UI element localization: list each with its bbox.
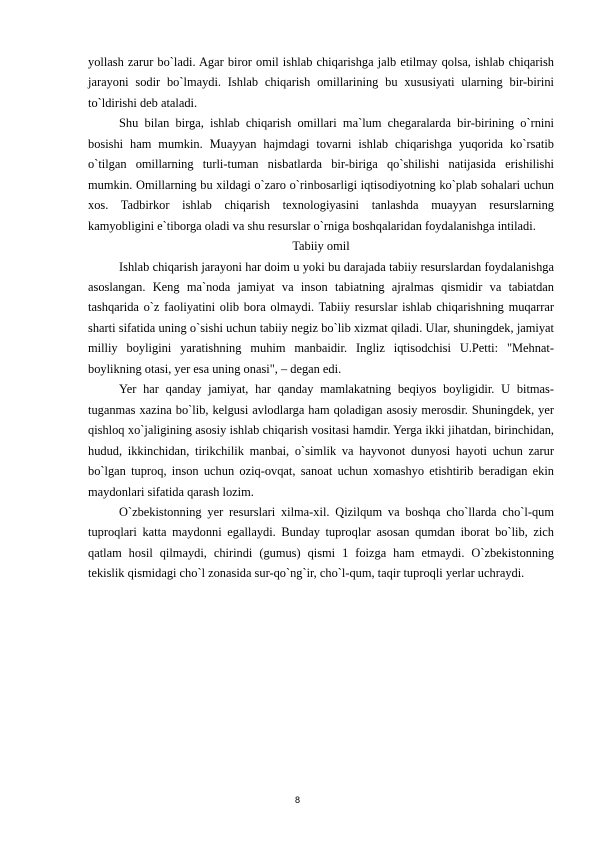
paragraph-continuation: yollash zarur bo`ladi. Agar biror omil ishlab chiqarishga jalb etilmay qolsa, ishlab chiqarish jarayoni sodir bo`lmaydi. Ishlab chiqarish omillarining bu xususiyati ularning bir-birini to`ldirishi deb ataladi. xyxy=(88,55,554,110)
paragraph-substitution: Shu bilan birga, ishlab chiqarish omillari ma`lum chegaralarda bir-birining o`rnini bosishi ham mumkin. Muayyan hajmdagi tovarni ishlab chiqarishga yuqorida ko`rsatib o`tilgan omillarning turli-tuman nisbatlarda bir-biriga qo`shilishi natijasida erishilishi mumkin. Omillarning bu xildagi o`zaro o`rinbosarligi iqtisodiyotning ko`plab sohalari uchun xos. Tadbirkor ishlab chiqarish texnologiyasini tanlashda muayyan resurslarning kamyobligini e`tiborga oladi va shu resurslar o`rniga boshqalaridan foydalanishga intiladi. xyxy=(88,116,554,233)
paragraph-natural-resources: Ishlab chiqarish jarayoni har doim u yoki bu darajada tabiiy resurslardan foydalanishga asoslangan. Keng ma`noda jamiyat va inson tabiatning ajralmas qismidir va tabiatdan tashqarida o`z faoliyatini olib bora olmaydi. Tabiiy resurslar ishlab chiqarishning muqarrar sharti sifatida uning o`sishi uchun tabiiy negiz bo`lib xizmat qiladi. Ular, shuningdek, jamiyat milliy boyligini yaratishning muhim manbaidir. Ingliz iqtisodchisi U.Petti: "Mehnat-boylikning otasi, yer esa uning onasi", – degan edi. xyxy=(88,259,554,376)
document-page xyxy=(88,52,554,584)
page-number: 8 xyxy=(294,795,300,805)
paragraph-land: Yer har qanday jamiyat, har qanday mamlakatning beqiyos boyligidir. U bitmas-tuganmas xazina bo`lib, kelgusi avlodlarga ham qoladigan asosiy merosdir. Shuningdek, yer qishloq xo`jaligining asosiy ishlab chiqarish vositasi hamdir. Yerga ikki jihatdan, birinchidan, hudud, ikkinchidan, tirikchilik manbai, o`simlik va hayvonot dunyosi hayoti uchun zarur bo`lgan tuproq, inson uchun oziq-ovqat, sanoat uchun xomashyo etishtirib beradigan ekin maydonlari sifatida qarash lozim. xyxy=(88,382,554,499)
section-heading: Tabiiy omil xyxy=(292,239,350,254)
paragraph-uzbekistan-land: O`zbekistonning yer resurslari xilma-xil. Qizilqum va boshqa cho`llarda cho`l-qum tuproqlari katta maydonni egallaydi. Bunday tuproqlar asosan qumdan iborat bo`lib, zich qatlam hosil qilmaydi, chirindi (gumus) qismi 1 foizga ham etmaydi. O`zbekistonning tekislik qismidagi cho`l zonasida sur-qo`ng`ir, cho`l-qum, taqir tuproqli yerlar uchraydi. xyxy=(88,504,554,581)
